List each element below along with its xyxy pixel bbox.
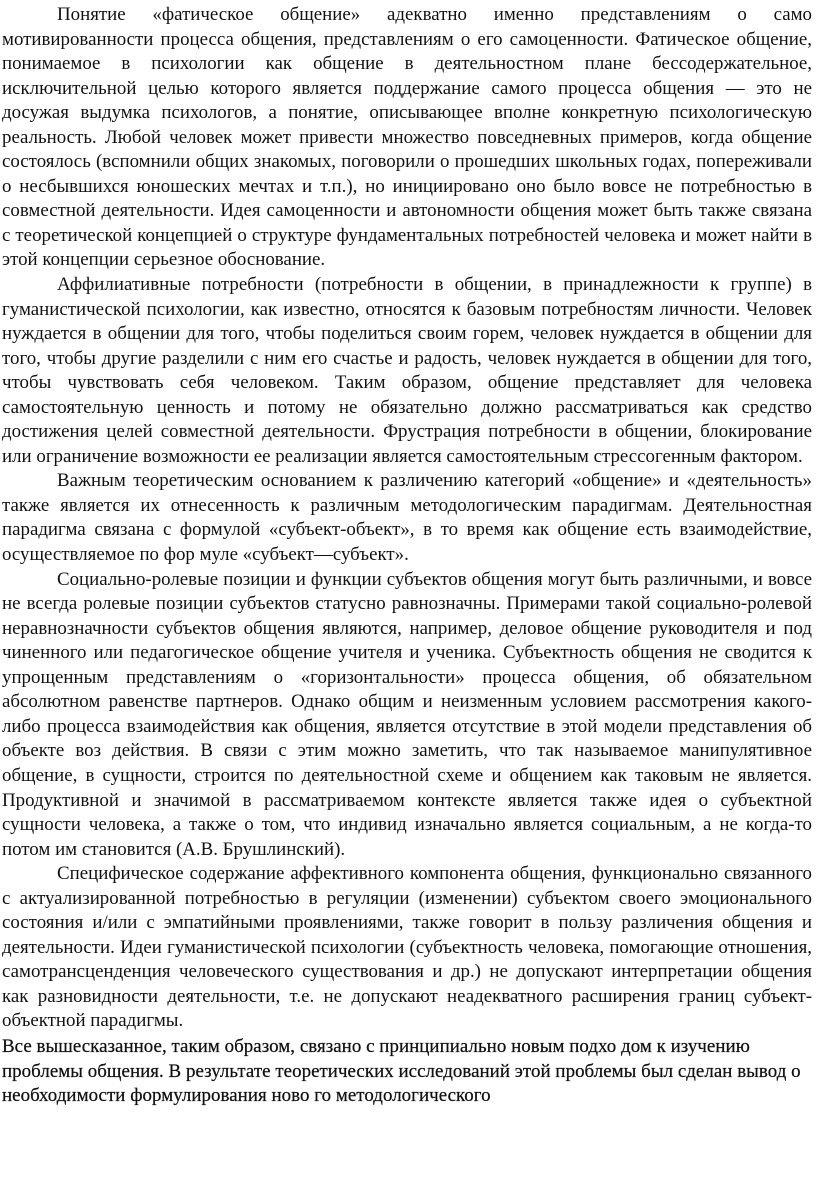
paragraph-methodological-paradigms: Важным теоретическим основанием к различению категорий «общение» и «деятельность» также является их отнесенность к различным методологическим парадигмам. Деятельностная парадигма связана с формулой «субъект-объект», в то время как общение есть взаимодействие, осуществляемое по фор муле «субъект—субъект». [2, 470, 812, 566]
paragraph-social-role-positions: Социально-ролевые позиции и функции субъектов общения могут быть различными, и вовсе не всегда ролевые позиции субъектов статусно равнозначны. Примерами такой социально-ролевой неравнозначности субъектов общения являются, например, деловое общение руководителя и под чиненного или педагогическое общение учителя и ученика. Субъектность общения не сводится к упрощенным представлениям о «горизонтальности» процесса общения, об обязательном абсолютном равенстве партнеров. Однако общим и неизменным условием рассмотрения какого-либо процесса взаимодействия как общения, является отсутствие в этой модели представления об объекте воз действия. В связи с этим можно заметить, что так называемое манипулятивное общение, в сущности, строится по деятельностной схеме и общением как таковым не является. Продуктивной и значимой в рассматриваемом контексте является также идея о субъектной сущности человека, а также о том, что индивид изначально является социальным, а не когда-то потом им становится (А.В. Брушлинский). [2, 568, 812, 860]
paragraph-phatic-communication: Понятие «фатическое общение» адекватно именно представлениям о само мотивированности процесса общения, представлениям о его самоценности. Фатическое общение, понимаемое в психологии как общение в деятельностном плане бессодержательное, исключительной целью которого является поддержание самого процесса общения — это не досужая выдумка психологов, а понятие, описывающее вполне конкретную психологическую реальность. Любой человек может привести множество повседневных примеров, когда общение состоялось (вспомнили общих знакомых, поговорили о прошедших школьных годах, попереживали о несбывшихся юношеских мечтах и т.п.), но инициировано оно было вовсе не потребностью в совместной деятельности. Идея самоценности и автономности общения может быть также связана с теоретической концепцией о структуре фундаментальных потребностей человека и может найти в этой концепции серьезное обоснование. [2, 4, 812, 271]
paragraph-affiliative-needs: Аффилиативные потребности (потребности в общении, в принадлежности к группе) в гуманистической психологии, как известно, относятся к базовым потребностям личности. Человек нуждается в общении для того, чтобы поделиться своим горем, человек нуждается в общении для того, чтобы другие разделили с ним его счастье и радость, человек нуждается в общении для того, чтобы чувствовать себя человеком. Таким образом, общение представляет для человека самостоятельную ценность и потому не обязательно должно рассматриваться как средство достижения целей совместной деятельности. Фрустрация потребности в общении, блокирование или ограничение возможности ее реализации является самостоятельным стрессогенным фактором. [2, 274, 812, 467]
paragraph-conclusion: Все вышесказанное, таким образом, связано с принципиально новым подхо дом к изучению проблемы общения. В результате теоретических исследований этой проблемы был сделан вывод о необходимости формулирования ново го методологического [2, 1035, 801, 1107]
paragraph-affective-component: Специфическое содержание аффективного компонента общения, функционально связанного с актуализированной потребностью в регуляции (изменении) субъектом своего эмоционального состояния и/или с эмпатийными проявлениями, также говорит в пользу различения общения и деятельности. Идеи гуманистической психологии (субъектность человека, помогающие отношения, самотрансценденция человеческого существования и др.) не допускают интерпретации общения как разновидности деятельности, т.е. не допускают неадекватного расширения границ субъект-объектной парадигмы. [2, 863, 812, 1032]
